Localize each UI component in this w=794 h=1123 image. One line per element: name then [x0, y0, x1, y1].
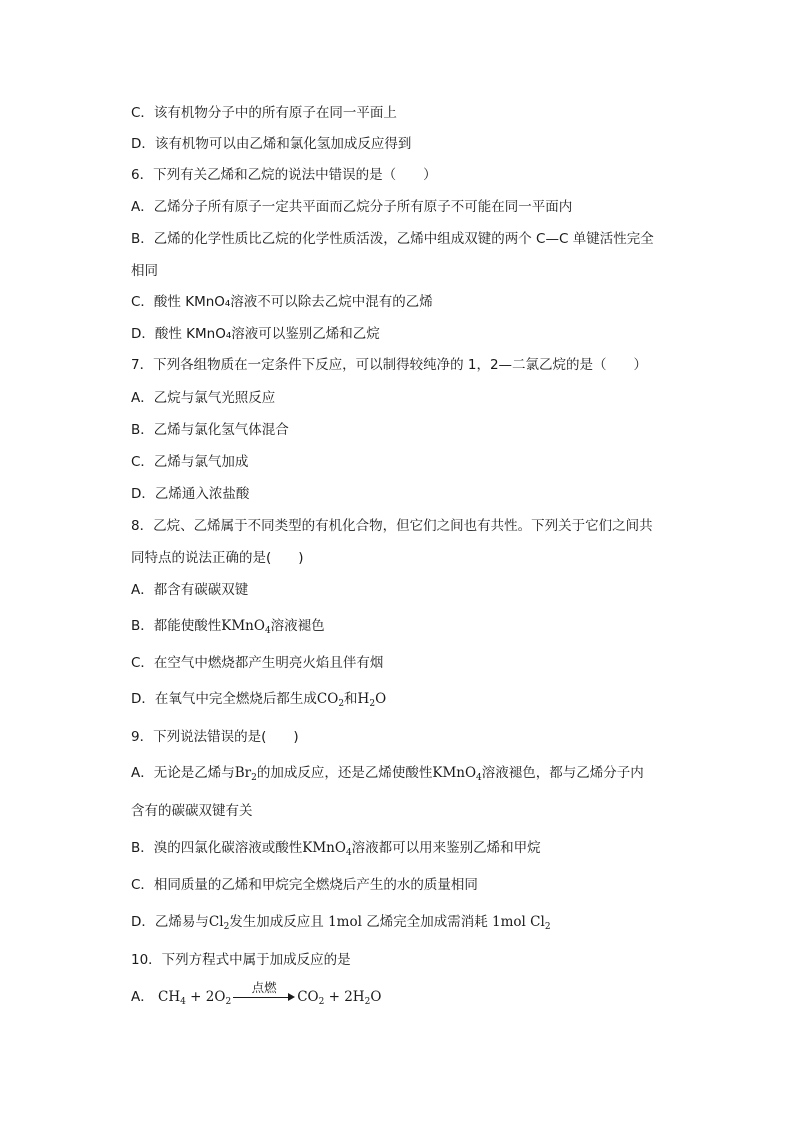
option-a-q8: A．都含有碳碳双键 [131, 582, 249, 598]
formula-kmno4: KMnO$_4$ [432, 765, 482, 783]
option-d-q8: D．在氧气中完全燃烧后都生成$CO_2$和$H_2O$ [131, 691, 387, 709]
reactant-ch4: $CH_4$ [158, 989, 186, 1007]
option-c-q5: C．该有机物分子中的所有原子在同一平面上 [131, 105, 397, 121]
option-c-q9: C．相同质量的乙烯和甲烷完全燃烧后产生的水的质量相同 [131, 877, 478, 893]
option-d-q9: D．乙烯易与$Cl_2$发生加成反应且 1mol 乙烯完全加成需消耗 1mol $Cl_2$ [131, 914, 551, 932]
option-d-q7: D．乙烯通入浓盐酸 [131, 486, 250, 502]
option-b-q7: B．乙烯与氯化氢气体混合 [131, 422, 289, 438]
option-c-q6: C．酸性 KMnO₄溶液不可以除去乙烷中混有的乙烯 [131, 294, 433, 310]
option-b-q8: B．都能使酸性KMnO$_4$溶液褪色 [131, 618, 325, 636]
question-7: 7．下列各组物质在一定条件下反应，可以制得较纯净的 1，2—二氯乙烷的是（ ） [131, 357, 648, 373]
product-h2o: + $2H_2O$ [324, 989, 382, 1007]
formula-h2o: $H_2O$ [357, 691, 387, 709]
reaction-arrow-icon [233, 980, 295, 1006]
question-9: 9．下列说法错误的是( ) [131, 729, 299, 745]
option-a-q7: A．乙烷与氯气光照反应 [131, 390, 276, 406]
reactant-o2: + $2O_2$ [185, 989, 232, 1007]
option-b-q6-line1: B．乙烯的化学性质比乙烷的化学性质活泼，乙烯中组成双键的两个 C—C 单键活性完全 [131, 231, 654, 247]
formula-kmno4: KMnO$_4$ [221, 618, 271, 636]
option-d-q5: D．该有机物可以由乙烯和氯化氢加成反应得到 [131, 136, 412, 152]
option-b-q9: B．溴的四氯化碳溶液或酸性KMnO$_4$溶液都可以用来鉴别乙烯和甲烷 [131, 840, 541, 858]
option-a-q10-equation: A． $CH_4 + 2O_2$ 点燃 $CO_2 + 2H_2O$ [131, 980, 382, 1007]
formula-cl2: $Cl_2$ [208, 914, 230, 932]
question-6: 6．下列有关乙烯和乙烷的说法中错误的是（ ） [131, 167, 437, 183]
option-d-q6: D．酸性 KMnO₄溶液可以鉴别乙烯和乙烷 [131, 326, 380, 342]
formula-cl2: $Cl_2$ [530, 914, 551, 932]
option-c-q8: C．在空气中燃烧都产生明亮火焰且伴有烟 [131, 655, 384, 671]
reaction-condition: 点燃 [251, 980, 277, 995]
option-b-q6-line2: 相同 [131, 263, 158, 279]
formula-kmno4: KMnO$_4$ [302, 840, 352, 858]
formula-co2: $CO_2$ [316, 691, 345, 709]
product-co2: $CO_2$ [297, 989, 325, 1007]
option-a-q9-line2: 含有的碳碳双键有关 [131, 803, 253, 819]
option-c-q7: C．乙烯与氯气加成 [131, 454, 249, 470]
option-a-q9-line1: A．无论是乙烯与$Br_2$的加成反应，还是乙烯使酸性KMnO$_4$溶液褪色，都与乙烯分子内 [131, 765, 644, 783]
question-8-line2: 同特点的说法正确的是( ) [131, 550, 304, 566]
formula-br2: $Br_2$ [234, 765, 257, 783]
option-a-q6: A．乙烯分子所有原子一定共平面而乙烷分子所有原子不可能在同一平面内 [131, 199, 573, 215]
question-10: 10．下列方程式中属于加成反应的是 [131, 952, 351, 968]
question-8-line1: 8．乙烷、乙烯属于不同类型的有机化合物，但它们之间也有共性。下列关于它们之间共 [131, 518, 653, 534]
